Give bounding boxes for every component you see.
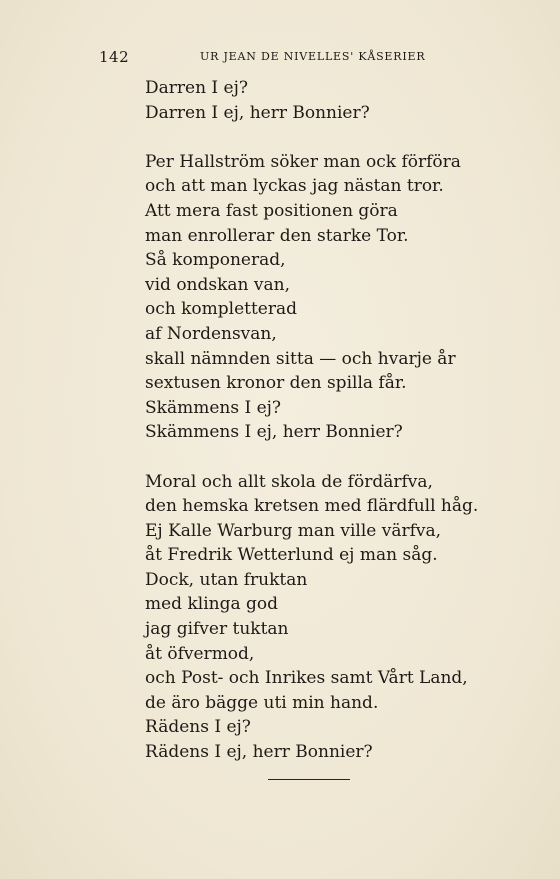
poem-line: Rädens I ej? bbox=[145, 717, 251, 738]
poem-line: Per Hallström söker man ock förföra bbox=[145, 151, 461, 172]
poem-line: jag gifver tuktan bbox=[145, 619, 289, 640]
end-rule bbox=[268, 779, 350, 780]
poem-line: Moral och allt skola de fördärfva, bbox=[145, 471, 433, 492]
stanza-gap bbox=[145, 125, 545, 150]
page-header bbox=[0, 48, 560, 70]
poem-text bbox=[145, 76, 545, 765]
page-number: 142 bbox=[99, 48, 130, 66]
poem-line: man enrollerar den starke Tor. bbox=[145, 225, 409, 246]
poem-line: och Post- och Inrikes samt Vårt Land, bbox=[145, 668, 468, 689]
poem-line: sextusen kronor den spilla får. bbox=[145, 373, 407, 394]
poem-line: Darren I ej? bbox=[145, 78, 248, 98]
poem-line: vid ondskan van, bbox=[145, 274, 290, 295]
poem-line: af Nordensvan, bbox=[145, 323, 277, 344]
poem-line: Darren I ej, herr Bonnier? bbox=[145, 102, 370, 123]
poem-line: och kompletterad bbox=[145, 299, 298, 320]
running-head: UR JEAN DE NIVELLES' KÅSERIER bbox=[200, 50, 426, 63]
stanza-3 bbox=[145, 470, 545, 765]
poem-line: Rädens I ej, herr Bonnier? bbox=[145, 742, 373, 763]
poem-line: Skämmens I ej, herr Bonnier? bbox=[145, 422, 403, 443]
stanza-1 bbox=[145, 76, 545, 125]
poem-line: åt öfvermod, bbox=[145, 643, 255, 664]
poem-line: skall nämnden sitta — och hvarje år bbox=[145, 348, 456, 369]
poem-line: Skämmens I ej? bbox=[145, 397, 282, 418]
poem-line: och att man lyckas jag nästan tror. bbox=[145, 176, 444, 197]
poem-line: åt Fredrik Wetterlund ej man såg. bbox=[145, 545, 438, 566]
stanza-2 bbox=[145, 150, 545, 445]
poem-line: de äro bägge uti min hand. bbox=[145, 692, 379, 713]
poem-line: med klinga god bbox=[145, 594, 279, 615]
poem-line: Ej Kalle Warburg man ville värfva, bbox=[145, 520, 442, 541]
stanza-gap bbox=[145, 445, 545, 470]
poem-line: Dock, utan fruktan bbox=[145, 569, 308, 590]
poem-line: Att mera fast positionen göra bbox=[145, 200, 398, 221]
poem-line: den hemska kretsen med flärdfull håg. bbox=[145, 496, 479, 517]
poem-line: Så komponerad, bbox=[145, 250, 286, 271]
